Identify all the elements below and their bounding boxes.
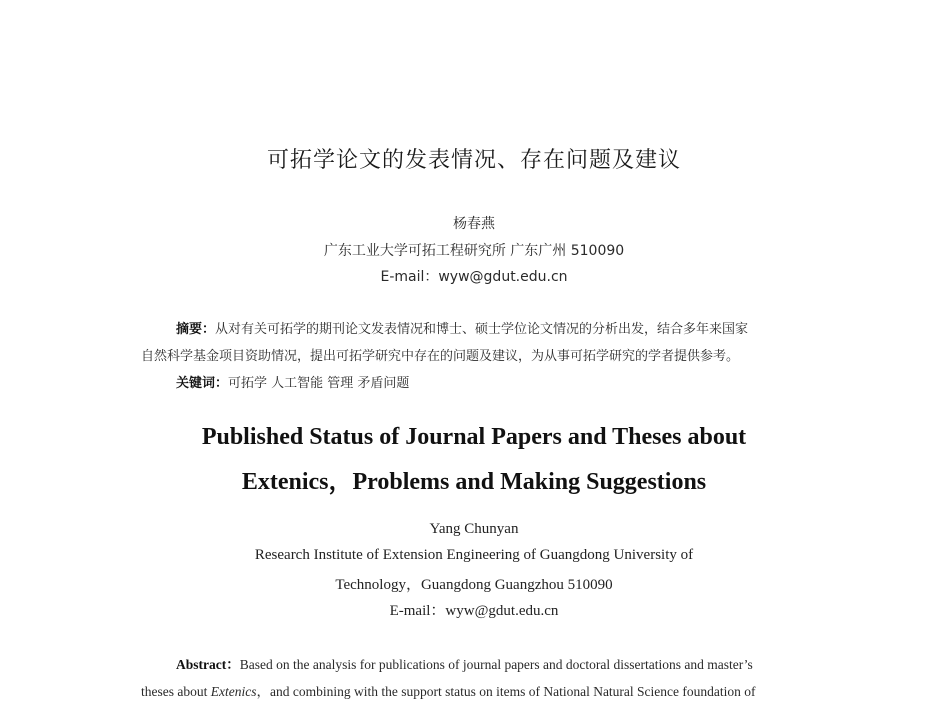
chinese-title: 可拓学论文的发表情况、存在问题及建议 [266, 148, 681, 173]
chinese-author: 杨春燕 [453, 216, 495, 232]
chinese-keywords-text: 可拓学 人工智能 管理 矛盾问题 [228, 376, 410, 391]
english-title-line2: Extenics，Problems and Making Suggestions [241, 469, 707, 495]
chinese-abstract-line2: 自然科学基金项目资助情况，提出可拓学研究中存在的问题及建议，为从事可拓学研究的学者提供参考。 [141, 349, 740, 364]
chinese-keywords-label: 关键词： [176, 376, 229, 391]
english-author: Yang Chunyan [429, 521, 519, 537]
chinese-keywords [176, 372, 409, 391]
chinese-email: E-mail：wyw@gdut.edu.cn [380, 269, 568, 285]
chinese-abstract-line1 [176, 318, 748, 337]
english-title-line1: Published Status of Journal Papers and Theses about [201, 424, 747, 450]
english-abstract-label: Abstract： [176, 657, 240, 672]
english-abstract-extenics: Extenics [210, 684, 257, 699]
english-email: E-mail：wyw@gdut.edu.cn [389, 603, 559, 619]
chinese-affiliation: 广东工业大学可拓工程研究所 广东广州 510090 [323, 243, 625, 259]
english-affiliation-line1: Research Institute of Extension Engineering of Guangdong University of [254, 547, 694, 563]
english-abstract-line1 [176, 653, 753, 673]
chinese-abstract-text1: 从对有关可拓学的期刊论文发表情况和博士、硕士学位论文情况的分析出发，结合多年来国家 [215, 322, 749, 337]
english-abstract-text1: Based on the analysis for publications of journal papers and doctoral dissertations and master’s [239, 657, 753, 672]
english-abstract-text2a: theses about [141, 684, 211, 699]
chinese-abstract-label: 摘要： [176, 322, 216, 337]
english-abstract-text2b: ，and combining with the support status on items of National Natural Science foundation of [256, 684, 756, 699]
english-abstract-line2 [141, 680, 756, 700]
english-affiliation-line2: Technology，Guangdong Guangzhou 510090 [335, 577, 613, 593]
